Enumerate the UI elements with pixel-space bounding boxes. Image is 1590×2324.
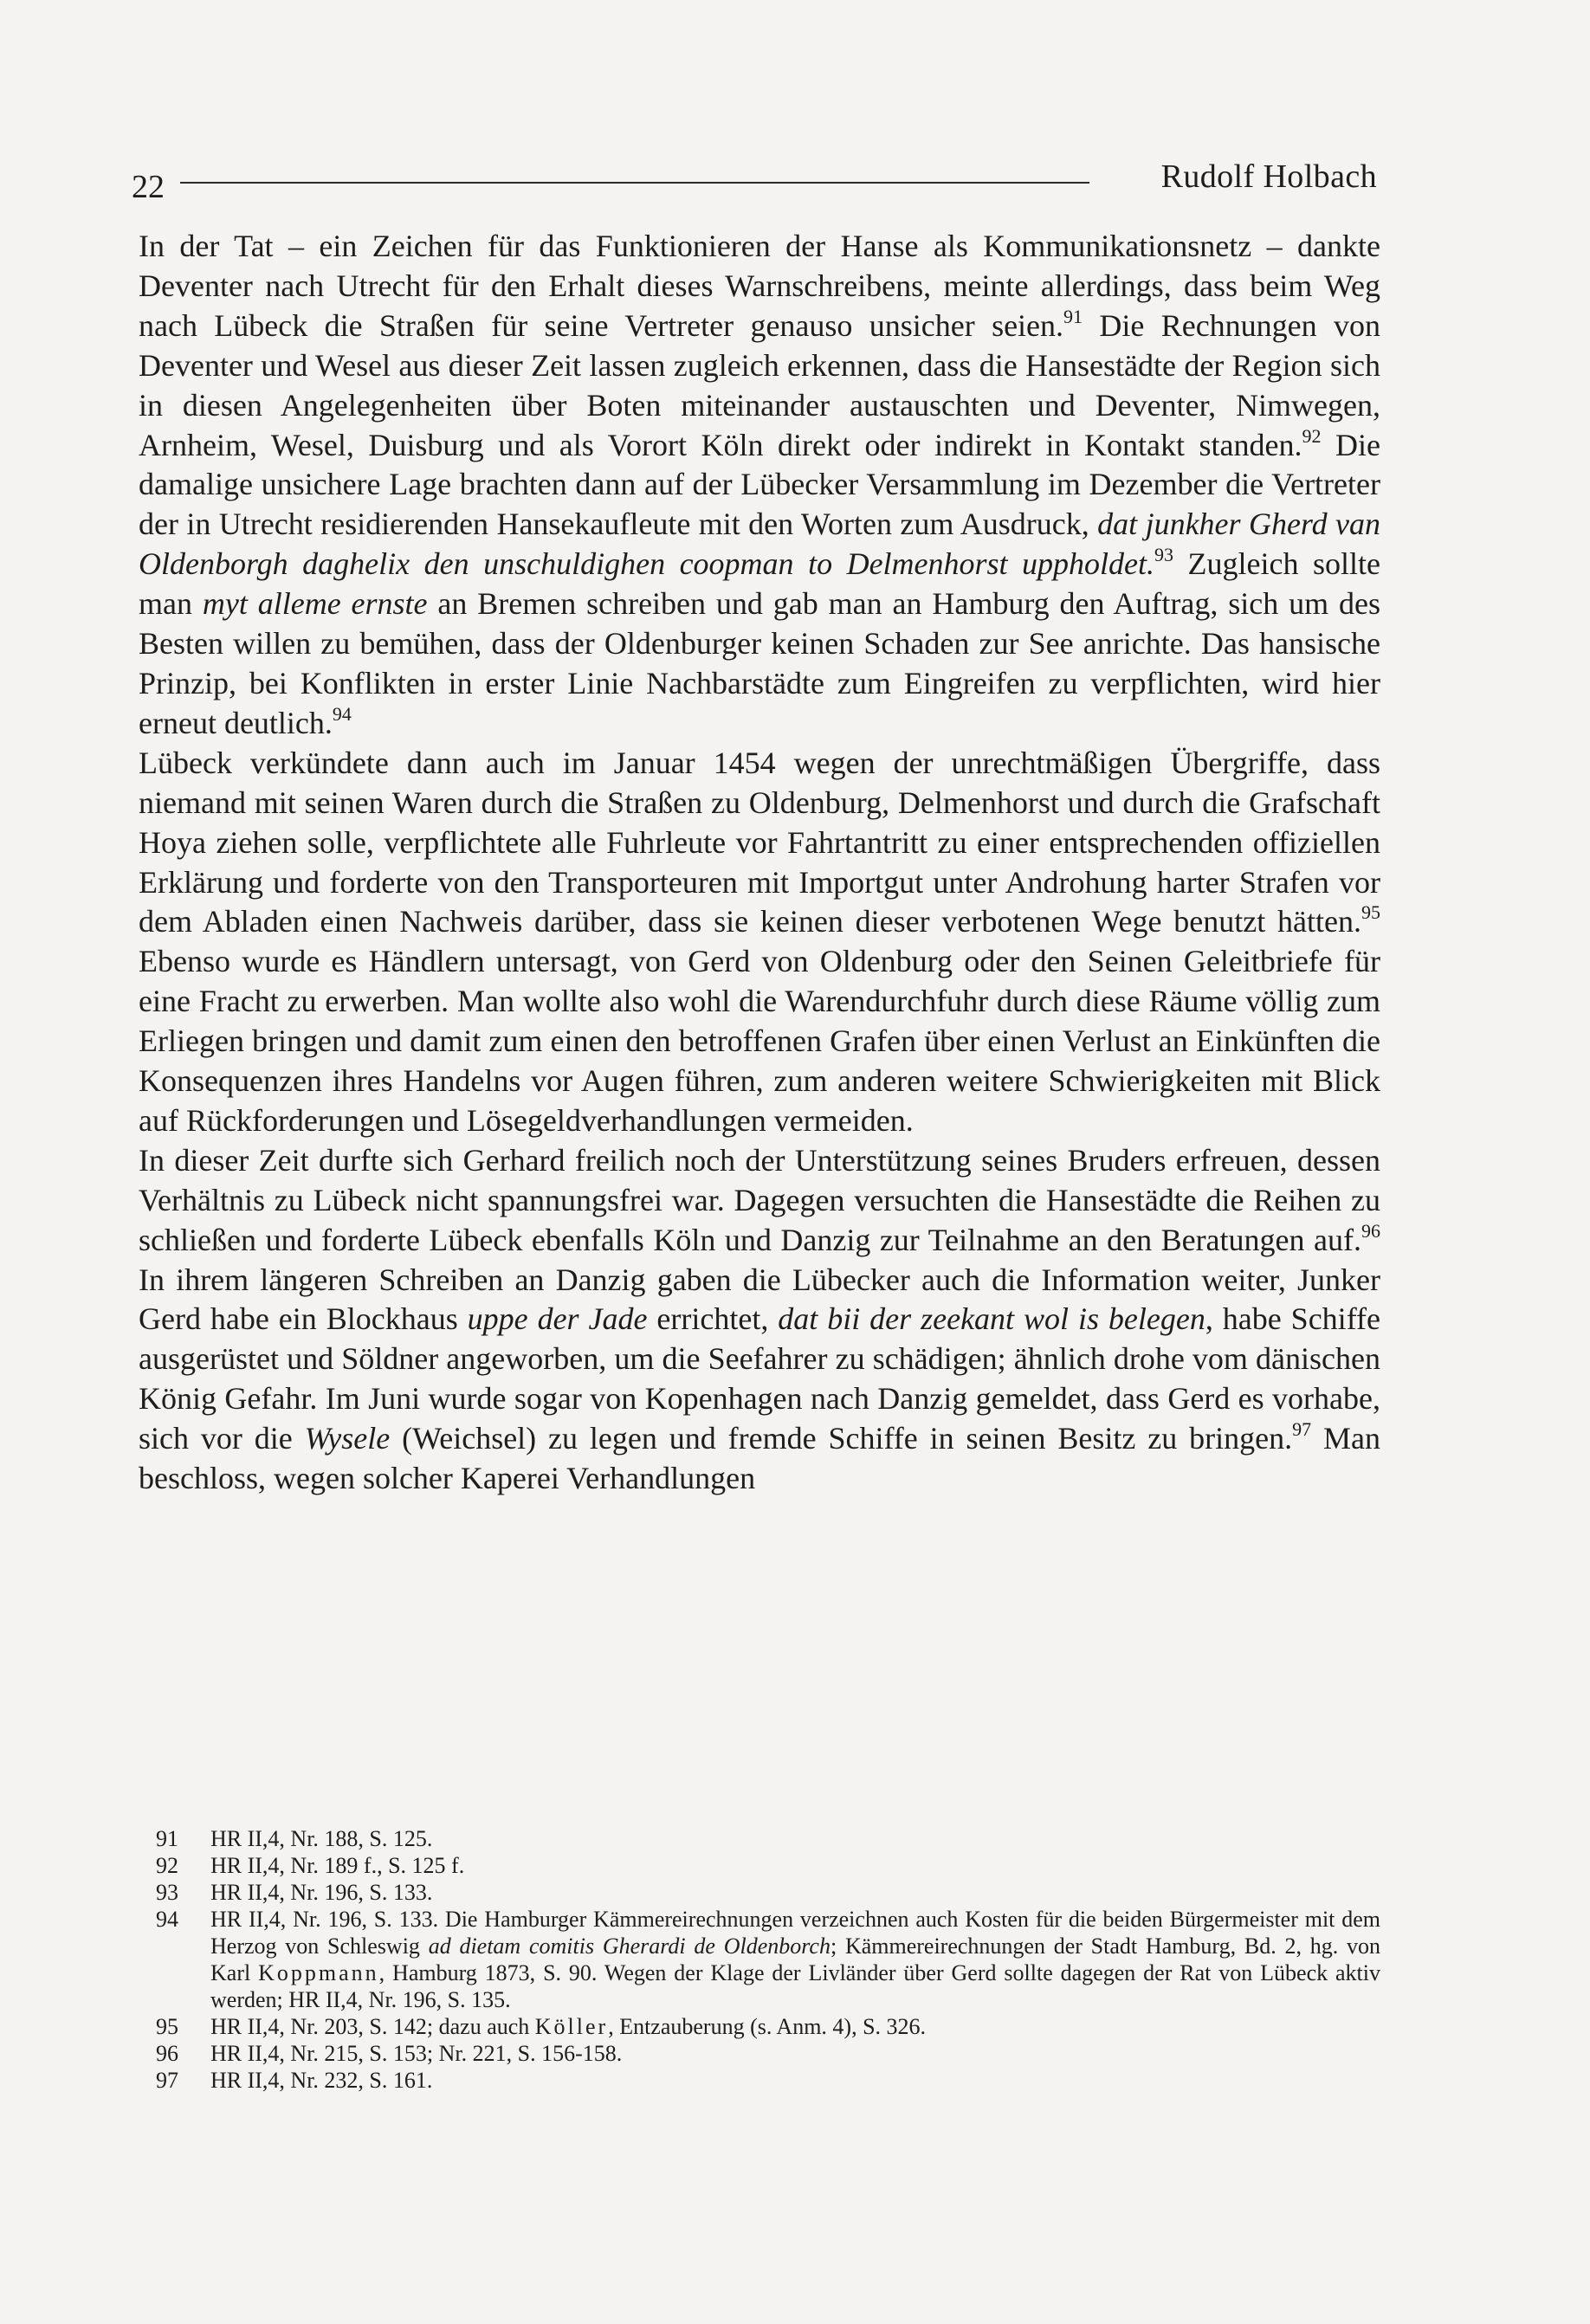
footnote-96 bbox=[156, 2040, 1380, 2067]
paragraph bbox=[139, 227, 1380, 744]
footnote-number: 96 bbox=[156, 2041, 178, 2066]
paragraph bbox=[139, 1141, 1380, 1499]
text-run: Die damalige unsichere Lage brachten dann auf der Lübecker Versammlung im Dezember die Vertreter der in Utrecht residierenden Hansekaufleute mit den Worten zum Ausdruck, bbox=[139, 427, 1380, 542]
text-run: Die Rechnungen von Deventer und Wesel aus dieser Zeit lassen zugleich erkennen, dass die Hansestädte der Region sich in diesen Angelegenheiten über Boten miteinander austauschten und Deventer, Nimwegen, Arnheim, Wesel, Duisburg und als Vorort Köln direkt oder indirekt in Kontakt standen. bbox=[139, 307, 1381, 462]
footnote-text: HR II,4, Nr. 232, S. 161. bbox=[210, 2068, 433, 2093]
footnote-number: 93 bbox=[156, 1880, 178, 1905]
footnotes bbox=[156, 1825, 1380, 2094]
footnote-text: HR II,4, Nr. 196, S. 133. bbox=[210, 1880, 433, 1905]
text-run: , Entzauberung (s. Anm. 4), S. 326. bbox=[608, 2014, 927, 2039]
text-run: HR II,4, Nr. 203, S. 142; dazu auch bbox=[210, 2014, 535, 2039]
text-run: In ihrem längeren Schreiben an Danzig gaben die Lübecker auch die Information weiter, Junker Gerd habe ein Blockhaus bbox=[139, 1262, 1380, 1337]
footnote-text bbox=[210, 1906, 1380, 2013]
text-run: errichtet, bbox=[647, 1301, 779, 1337]
author-name: Köller bbox=[534, 2014, 609, 2039]
footnote-ref-97: 97 bbox=[1292, 1418, 1312, 1441]
page-number: 22 bbox=[132, 169, 165, 205]
quote-italic: Wysele bbox=[304, 1421, 391, 1456]
footnote-number: 91 bbox=[156, 1826, 178, 1851]
footnote-ref-92: 92 bbox=[1302, 424, 1322, 447]
text-run: an Bremen schreiben und gab man an Hamburg den Auftrag, sich um des Besten willen zu bemühen, dass der Oldenburger keinen Schaden zur See anrichte. Das hansische Prinzip, bei Konflikten in erster Linie Nachbarstädte zum Eingreifen zu verpflichten, wird hier erneut deutlich. bbox=[139, 586, 1380, 740]
main-text bbox=[139, 227, 1380, 1499]
footnote-94 bbox=[156, 1906, 1380, 2013]
footnote-ref-96: 96 bbox=[1361, 1219, 1380, 1242]
quote-italic: dat junkher Gherd van Oldenborgh daghelix den unschuldighen coopman to Delmenhorst uppholdet. bbox=[139, 507, 1380, 582]
text-run: Zugleich sollte man bbox=[139, 546, 1381, 622]
running-head-author: Rudolf Holbach bbox=[1160, 158, 1377, 195]
text-run: In dieser Zeit durfte sich Gerhard freilich noch der Unterstützung seines Bruders erfreuen, dessen Verhältnis zu Lübeck nicht spannungsfrei war. Dagegen versuchten die Hansestädte die Reihen zu schließen und forderte Lübeck ebenfalls Köln und Danzig zur Teilnahme an den Beratungen auf. bbox=[139, 1142, 1380, 1257]
text-run: ; Kämmereirechnungen der Stadt Hamburg, Bd. 2, hg. von Karl bbox=[210, 1933, 1380, 1985]
text-run: Ebenso wurde es Händlern untersagt, von Gerd von Oldenburg oder den Seinen Geleitbriefe für eine Fracht zu erwerben. Man wollte also wohl die Warendurchfuhr durch diese Räume völlig zum Erliegen bringen und damit zum einen den betroffenen Grafen über einen Verlust an Einkünften die Konsequenzen ihres Handelns vor Augen führen, zum anderen weitere Schwierigkeiten mit Blick auf Rückforderungen und Lösegeldverhandlungen vermeiden. bbox=[139, 944, 1380, 1138]
text-run: , habe Schiffe ausgerüstet und Söldner angeworben, um die Seefahrer zu schädigen; ähnlich drohe vom dänischen König Gefahr. Im Juni wurde sogar von Kopenhagen nach Danzig gemeldet, dass Gerd es vorhabe, sich vor die bbox=[139, 1301, 1380, 1456]
quote-italic: ad dietam comitis Gherardi de Oldenborch bbox=[428, 1933, 831, 1959]
footnote-97 bbox=[156, 2067, 1380, 2094]
running-head bbox=[132, 159, 1377, 211]
footnote-text: HR II,4, Nr. 188, S. 125. bbox=[210, 1826, 433, 1851]
footnote-95 bbox=[156, 2013, 1380, 2040]
text-run: Man beschloss, wegen solcher Kaperei Verhandlungen bbox=[139, 1421, 1380, 1496]
text-run: Lübeck verkündete dann auch im Januar 1454 wegen der unrechtmäßigen Übergriffe, dass niemand mit seinen Waren durch die Straßen zu Oldenburg, Delmenhorst und durch die Grafschaft Hoya ziehen solle, verpflichtete alle Fuhrleute vor Fahrtantritt zu einer entsprechenden offiziellen Erklärung und forderte von den Transporteuren mit Importgut unter Androhung harter Strafen vor dem Abladen einen Nachweis darüber, dass sie keinen dieser verbotenen Wege benutzt hätten. bbox=[139, 745, 1380, 939]
footnote-ref-91: 91 bbox=[1063, 305, 1083, 327]
footnote-text bbox=[210, 2013, 1380, 2040]
text-run: HR II,4, Nr. 196, S. 133. Die Hamburger Kämmereirechnungen verzeichnen auch Kosten für die beiden Bürgermeister mit dem Herzog von Schleswig bbox=[210, 1907, 1380, 1959]
paragraph bbox=[139, 744, 1380, 1141]
footnote-ref-94: 94 bbox=[332, 702, 352, 725]
author-name: Koppmann bbox=[258, 1960, 379, 1985]
quote-italic: uppe der Jade bbox=[467, 1301, 648, 1337]
footnote-ref-95: 95 bbox=[1361, 901, 1380, 924]
footnote-number: 94 bbox=[156, 1907, 178, 1932]
footnote-number: 97 bbox=[156, 2068, 178, 2093]
text-run: (Weichsel) zu legen und fremde Schiffe in seinen Besitz zu bringen. bbox=[390, 1421, 1293, 1456]
footnote-number: 92 bbox=[156, 1853, 178, 1878]
text-run: , Hamburg 1873, S. 90. Wegen der Klage der Livländer über Gerd sollte dagegen der Rat von Lübeck aktiv werden; HR II,4, Nr. 196, S. 135. bbox=[210, 1960, 1380, 2012]
text-run: In der Tat – ein Zeichen für das Funktionieren der Hanse als Kommunikationsnetz – dankte Deventer nach Utrecht für den Erhalt dieses Warnschreibens, meinte allerdings, dass beim Weg nach Lübeck die Straßen für seine Vertreter genauso unsicher seien. bbox=[139, 229, 1380, 343]
footnote-text: HR II,4, Nr. 189 f., S. 125 f. bbox=[210, 1853, 465, 1878]
footnote-92 bbox=[156, 1852, 1380, 1879]
footnote-91 bbox=[156, 1825, 1380, 1852]
quote-italic: myt alleme ernste bbox=[202, 586, 428, 622]
footnote-93 bbox=[156, 1879, 1380, 1906]
footnote-number: 95 bbox=[156, 2014, 178, 2039]
footnote-text: HR II,4, Nr. 215, S. 153; Nr. 221, S. 156-158. bbox=[210, 2041, 623, 2066]
header-rule bbox=[180, 182, 1089, 184]
quote-italic: dat bii der zeekant wol is belegen bbox=[778, 1301, 1205, 1337]
footnote-ref-93: 93 bbox=[1154, 544, 1174, 566]
